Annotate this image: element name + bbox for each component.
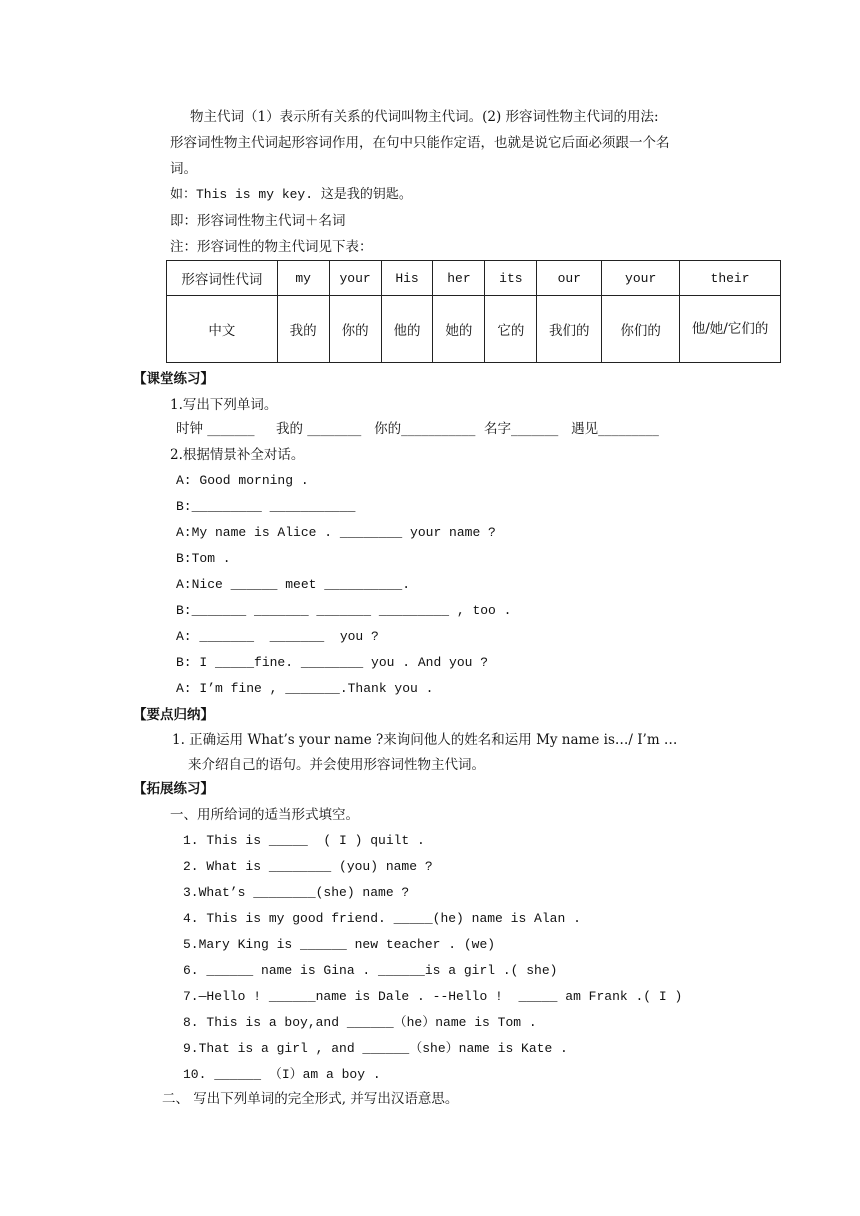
table-cell: 她的 [433,296,485,363]
exercise-item: 3.What’s ________(she) name ? [183,885,410,900]
classroom-q2: 2.根据情景补全对话。 [170,447,305,463]
table-cell: its [485,261,537,296]
intro-line-3: 词。 [170,161,197,177]
exercise-item: 7.—Hello ! ______name is Dale . --Hello ! _____ am Frank .( I ) [183,989,683,1004]
table-cell: our [537,261,602,296]
table-cell: 它的 [485,296,537,363]
exercise-item: 9.That is a girl , and ______（she）name is Kate . [183,1041,568,1056]
dialog-line: A: _______ _______ you ? [176,629,379,644]
pronoun-table [166,260,781,363]
table-header-cell: 形容词性代词 [167,261,278,296]
table-cell: 他的 [381,296,433,363]
intro-formula: 即：形容词性物主代词＋名词 [170,213,346,229]
intro-line-1: 物主代词（1）表示所有关系的代词叫物主代词。(2) 形容词性物主代词的用法: [190,109,659,125]
extension-section-2: 二、 写出下列单词的完全形式, 并写出汉语意思。 [162,1091,459,1107]
dialog-line: A: I’m fine , _______.Thank you . [176,681,434,696]
exercise-item: 4. This is my good friend. _____(he) name is Alan . [183,911,581,926]
extension-title: 【拓展练习】 [133,781,214,797]
table-cell: their [680,261,781,296]
exercise-item: 10. ______ （I）am a boy . [183,1067,381,1082]
dialog-line: B:_______ _______ _______ _________ , too . [176,603,512,618]
table-cell: your [329,261,381,296]
table-cell: my [277,261,329,296]
dialog-line: A:Nice ______ meet __________. [176,577,411,592]
keypoints-line-1: 1. 正确运用 What’s your name ?来询问他人的姓名和运用 My name is…/ I’m … [172,732,678,748]
keypoints-title: 【要点归纳】 [133,707,214,723]
dialog-line: B:Tom . [176,551,231,566]
exercise-item: 1. This is _____ ( I ) quilt . [183,833,425,848]
classroom-q1: 1.写出下列单词。 [170,397,278,413]
exercise-item: 5.Mary King is ______ new teacher . (we) [183,937,496,952]
classroom-title: 【课堂练习】 [133,371,214,387]
table-cell: her [433,261,485,296]
intro-line-2: 形容词性物主代词起形容词作用，在句中只能作定语，也就是说它后面必须跟一个名 [170,135,670,151]
keypoints-line-2: 来介绍自己的语句。并会使用形容词性物主代词。 [188,757,485,773]
table-header-cell: 中文 [167,296,278,363]
table-cell: 我们的 [537,296,602,363]
exercise-item: 6. ______ name is Gina . ______is a girl .( she) [183,963,558,978]
table-cell: 你的 [329,296,381,363]
table-cell: His [381,261,433,296]
table-cell: 他/她/它们的 [680,296,781,363]
dialog-line: A: Good morning . [176,473,309,488]
dialog-line: B: I _____fine. ________ you . And you ? [176,655,489,670]
table-cell: your [602,261,680,296]
intro-note: 注：形容词性的物主代词见下表： [170,239,373,255]
extension-section-1: 一、用所给词的适当形式填空。 [170,807,359,823]
exercise-item: 8. This is a boy,and ______（he）name is Tom . [183,1015,537,1030]
dialog-line: B:_________ ___________ [176,499,356,514]
table-cell: 我的 [277,296,329,363]
exercise-item: 2. What is ________ (you) name ? [183,859,433,874]
dialog-line: A:My name is Alice . ________ your name ? [176,525,496,540]
table-cell: 你们的 [602,296,680,363]
classroom-q1-words: 时钟 _______ 我的 ________ 你的___________ 名字_______ 遇见_________ [176,421,659,437]
intro-example: 如：This is my key. 这是我的钥匙。 [170,187,412,202]
